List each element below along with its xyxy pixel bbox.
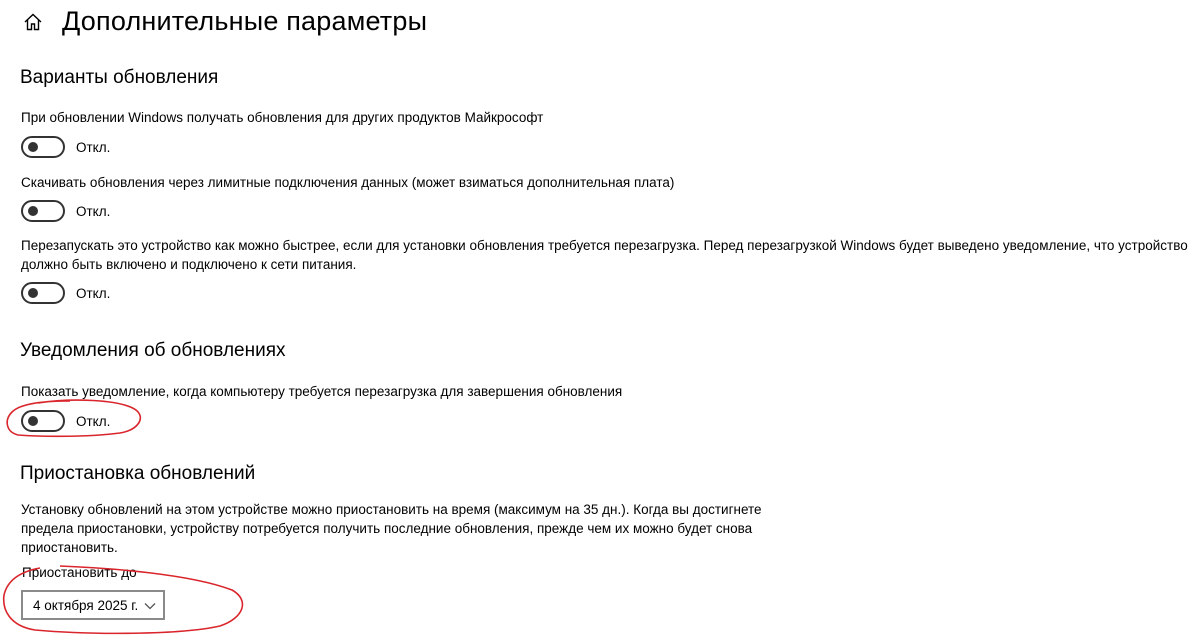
metered-connection-setting [21,200,110,222]
toggle-knob [28,206,38,216]
chevron-down-icon [143,599,157,613]
restart-notification-setting [21,410,110,432]
toggle-knob [28,142,38,152]
pause-until-value: 4 октября 2025 г. [33,597,139,613]
toggle-state-label: Откл. [76,203,111,219]
home-icon [23,12,43,32]
restart-notification-toggle[interactable] [21,410,65,432]
restart-asap-description-line2: должно быть включено и подключено к сети питания. [21,257,357,272]
metered-connection-description: Скачивать обновления через лимитные подключения данных (может взиматься дополнительная плата) [21,175,675,190]
pause-description-line3: приостановить. [21,540,118,555]
toggle-state-label: Откл. [76,139,111,155]
page-header [18,6,427,37]
restart-asap-toggle[interactable] [21,282,65,304]
toggle-state-label: Откл. [76,413,111,429]
restart-asap-description-line1: Перезапускать это устройство как можно быстрее, если для установки обновления требуется перезагрузка. Перед перезагрузкой Windows будет выведено уведомление, что устройство [21,238,1188,253]
pause-updates-heading: Приостановка обновлений [20,463,256,484]
pause-until-dropdown[interactable] [21,590,165,620]
home-button[interactable] [18,7,48,37]
pause-until-label: Приостановить до [22,565,137,580]
toggle-state-label: Откл. [76,285,111,301]
pause-description-line1: Установку обновлений на этом устройстве можно приостановить на время (максимум на 35 дн.). Когда вы достигнете [21,502,762,517]
other-products-description: При обновлении Windows получать обновления для других продуктов Майкрософт [21,110,544,125]
metered-connection-toggle[interactable] [21,200,65,222]
update-options-heading: Варианты обновления [20,67,219,88]
restart-asap-setting [21,282,110,304]
update-notifications-heading: Уведомления об обновлениях [20,340,286,361]
toggle-knob [28,416,38,426]
other-products-setting [21,136,110,158]
pause-description-line2: предела приостановки, устройству потребуется получить последние обновления, прежде чем их можно будет снова [21,521,753,536]
restart-notification-description: Показать уведомление, когда компьютеру требуется перезагрузка для завершения обновления [21,384,623,399]
toggle-knob [28,288,38,298]
other-products-toggle[interactable] [21,136,65,158]
page-title: Дополнительные параметры [62,6,428,36]
